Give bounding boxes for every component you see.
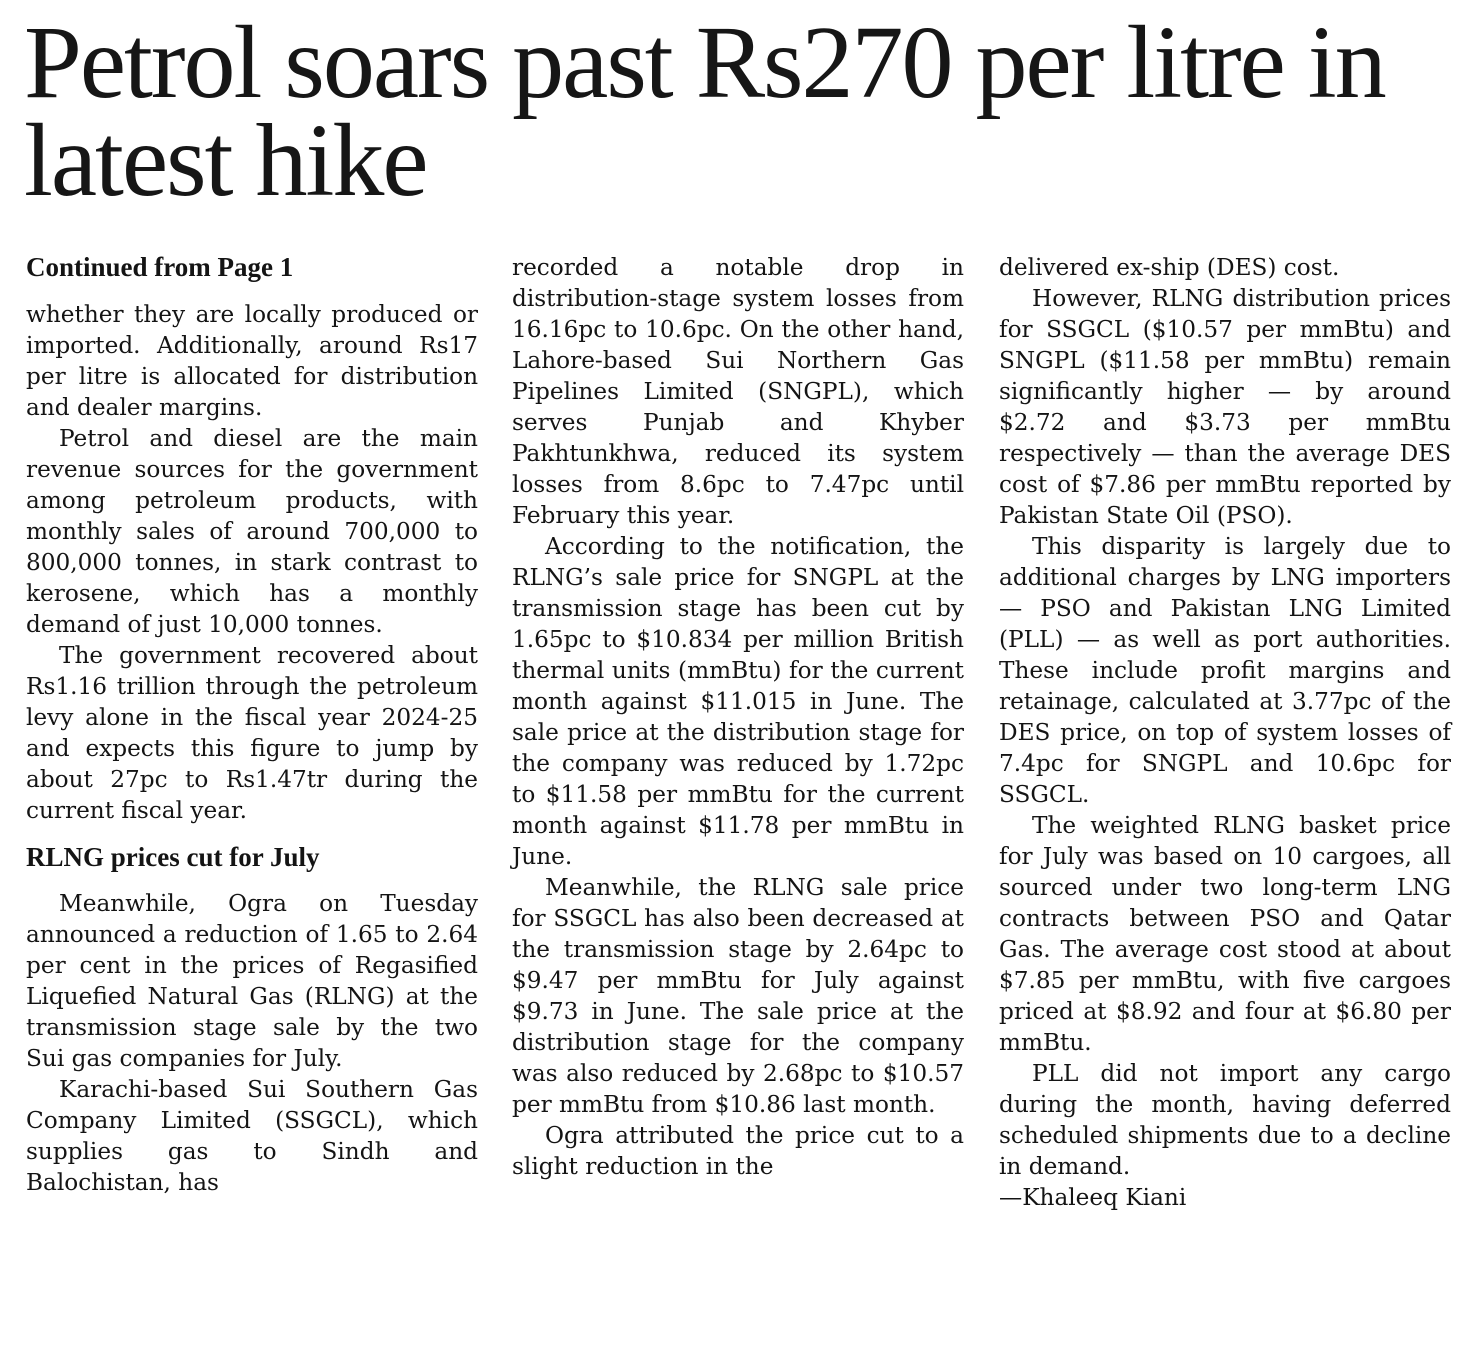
paragraph: Meanwhile, Ogra on Tuesday announced a reduction of 1.65 to 2.64 per cent in the prices of Regasified Liquefied Natural Gas (RLNG) at the transmission stage sale by the two Sui gas companies for July. — [26, 890, 478, 1072]
paragraph: The government recovered about Rs1.16 trillion through the petroleum levy alone in the fiscal year 2024-25 and expects this figure to jump by about 27pc to Rs1.47tr during the current fiscal year. — [26, 642, 478, 824]
paragraph: whether they are locally produced or imported. Additionally, around Rs17 per litre is allocated for distribution and dealer margins. — [26, 301, 478, 421]
paragraph: The weighted RLNG basket price for July was based on 10 cargoes, all sourced under two long-term LNG contracts between PSO and Qatar Gas. The average cost stood at about $7.85 per mmBtu, with five cargoes priced at $8.92 and four at $6.80 per mmBtu. — [999, 812, 1451, 1056]
paragraph: This disparity is largely due to additional charges by LNG importers — PSO and Pakistan LNG Limited (PLL) — as well as port authorities. These include profit margins and retainage, calculated at 3.77pc of the DES price, on top of system losses of 7.4pc for SNGPL and 10.6pc for SSGCL. — [999, 533, 1451, 808]
paragraph: According to the notification, the RLNG’s sale price for SNGPL at the transmission stage has been cut by 1.65pc to $10.834 per million British thermal units (mmBtu) for the current month against $11.015 in June. The sale price at the distribution stage for the company was reduced by 1.72pc to $11.58 per mmBtu for the current month against $11.78 per mmBtu in June. — [512, 533, 964, 870]
article-column-1 — [26, 252, 478, 1198]
paragraph: Karachi-based Sui Southern Gas Company Limited (SSGCL), which supplies gas to Sindh and Balochistan, has — [26, 1076, 478, 1196]
headline: Petrol soars past Rs270 per litre in latest hike — [24, 5, 1385, 218]
paragraph: Petrol and diesel are the main revenue sources for the government among petroleum products, with monthly sales of around 700,000 to 800,000 tonnes, in stark contrast to kerosene, which has a monthly demand of just 10,000 tonnes. — [26, 425, 478, 638]
article-column-3 — [999, 252, 1451, 1213]
section-subhead: RLNG prices cut for July — [26, 842, 320, 872]
paragraph: Ogra attributed the price cut to a slight reduction in the — [512, 1122, 964, 1180]
paragraph: However, RLNG distribution prices for SSGCL ($10.57 per mmBtu) and SNGPL ($11.58 per mmBtu) remain significantly higher — by around $2.72 and $3.73 per mmBtu respectively — than the average DES cost of $7.86 per mmBtu reported by Pakistan State Oil (PSO). — [999, 285, 1451, 529]
continued-from-kicker: Continued from Page 1 — [26, 252, 294, 282]
paragraph: delivered ex-ship (DES) cost. — [999, 254, 1340, 281]
paragraph: PLL did not import any cargo during the month, having deferred scheduled shipments due to a decline in demand. — [999, 1060, 1451, 1180]
byline: —Khaleeq Kiani — [999, 1184, 1187, 1211]
paragraph: Meanwhile, the RLNG sale price for SSGCL has also been decreased at the transmission stage by 2.64pc to $9.47 per mmBtu for July against $9.73 in June. The sale price at the distribution stage for the company was also reduced by 2.68pc to $10.57 per mmBtu from $10.86 last month. — [512, 874, 964, 1118]
paragraph: recorded a notable drop in distribution-stage system losses from 16.16pc to 10.6pc. On the other hand, Lahore-based Sui Northern Gas Pipelines Limited (SNGPL), which serves Punjab and Khyber Pakhtunkhwa, reduced its system losses from 8.6pc to 7.47pc until February this year. — [512, 254, 964, 529]
article-column-2 — [512, 252, 964, 1182]
